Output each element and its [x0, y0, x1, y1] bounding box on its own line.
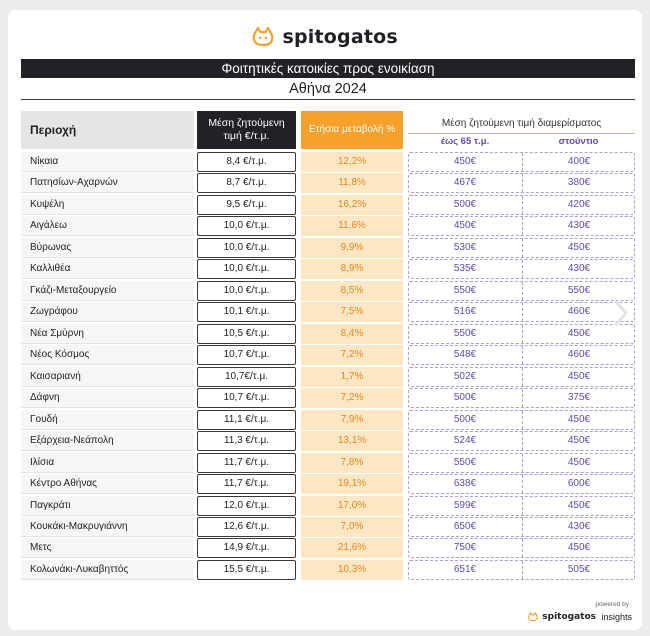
apt-65-cell: 548€ [453, 349, 477, 361]
table-row [8, 538, 642, 558]
apartment-cell [408, 410, 635, 430]
apt-65-cell: 550€ [453, 456, 477, 468]
apt-65-cell: 599€ [453, 499, 477, 511]
table-row [8, 216, 642, 236]
apartment-cell [408, 388, 635, 408]
change-cell: 17,0% [301, 496, 403, 516]
table-row [8, 195, 642, 215]
table-row [8, 517, 642, 537]
apt-studio-cell: 450€ [522, 454, 635, 472]
apartment-cell [408, 367, 635, 387]
area-cell: Ιλίσια [21, 453, 194, 473]
cat-icon [252, 27, 274, 47]
apt-studio-cell: 380€ [522, 174, 635, 192]
change-cell: 11,6% [301, 216, 403, 236]
price-cell: 11,3 €/τ.μ. [197, 431, 296, 451]
area-cell: Δάφνη [21, 388, 194, 408]
header-area: Περιοχή [21, 111, 194, 149]
apt-studio-cell: 450€ [522, 325, 635, 343]
apartment-cell [408, 152, 635, 172]
apt-65-cell: 516€ [453, 306, 477, 318]
page-subtitle: Αθήνα 2024 [21, 79, 635, 100]
price-cell: 10,7 €/τ.μ. [197, 388, 296, 408]
price-cell: 12,0 €/τ.μ. [197, 496, 296, 516]
apt-studio-cell: 450€ [522, 432, 635, 450]
apartment-cell [408, 238, 635, 258]
area-cell: Πατησίων-Αχαρνών [21, 173, 194, 193]
change-cell: 7,8% [301, 453, 403, 473]
apt-65-cell: 550€ [453, 327, 477, 339]
table-row [8, 453, 642, 473]
change-cell: 21,6% [301, 538, 403, 558]
change-cell: 19,1% [301, 474, 403, 494]
change-cell: 7,5% [301, 302, 403, 322]
page-title: Φοιτητικές κατοικίες προς ενοικίαση [21, 59, 635, 78]
apt-studio-cell: 450€ [522, 239, 635, 257]
apt-65-cell: 500€ [453, 392, 477, 404]
change-cell: 10,3% [301, 560, 403, 580]
area-cell: Κολωνάκι-Λυκαβηττός [21, 560, 194, 580]
apt-65-cell: 550€ [453, 284, 477, 296]
area-cell: Κέντρο Αθήνας [21, 474, 194, 494]
powered-by-label: powered by [595, 601, 629, 608]
apt-studio-cell: 550€ [522, 282, 635, 300]
table-row [8, 238, 642, 258]
price-cell: 12,6 €/τ.μ. [197, 517, 296, 537]
header-change: Ετήσια μεταβολή % [301, 111, 403, 149]
apartment-cell [408, 453, 635, 473]
apt-65-cell: 502€ [453, 370, 477, 382]
apt-studio-cell: 460€ [522, 346, 635, 364]
cat-icon [528, 612, 538, 622]
change-cell: 8,9% [301, 259, 403, 279]
table-row [8, 345, 642, 365]
table-row [8, 410, 642, 430]
price-cell: 15,5 €/τ.μ. [197, 560, 296, 580]
area-cell: Νίκαια [21, 152, 194, 172]
table-row [8, 431, 642, 451]
area-cell: Εξάρχεια-Νεάπολη [21, 431, 194, 451]
area-cell: Κυψέλη [21, 195, 194, 215]
change-cell: 12,2% [301, 152, 403, 172]
table-row [8, 388, 642, 408]
apt-studio-cell: 420€ [522, 196, 635, 214]
brand-name: spitogatos [282, 26, 398, 48]
price-cell: 8,4 €/τ.μ. [197, 152, 296, 172]
table-row [8, 173, 642, 193]
price-cell: 11,1 €/τ.μ. [197, 410, 296, 430]
change-cell: 1,7% [301, 367, 403, 387]
apartment-cell [408, 173, 635, 193]
price-cell: 8,7 €/τ.μ. [197, 173, 296, 193]
footer-logo [522, 608, 632, 622]
apt-65-cell: 450€ [453, 156, 477, 167]
price-cell: 10,0 €/τ.μ. [197, 259, 296, 279]
header-apartment: Μέση ζητούμενη τιμή διαμερίσματος [441, 118, 602, 129]
apt-studio-cell: 505€ [522, 561, 635, 579]
table-row [8, 560, 642, 580]
change-cell: 7,0% [301, 517, 403, 537]
change-cell: 11,8% [301, 173, 403, 193]
table-row [8, 259, 642, 279]
apt-studio-cell: 450€ [522, 411, 635, 429]
header-price-line1: Μέση ζητούμενη [208, 117, 285, 129]
header-apt-65: έως 65 τ.μ. [440, 136, 490, 147]
apt-65-cell: 651€ [453, 563, 477, 575]
table-row [8, 302, 642, 322]
area-cell: Νέα Σμύρνη [21, 324, 194, 344]
apt-studio-cell: 450€ [522, 497, 635, 515]
footer-brand: spitogatos [542, 611, 597, 622]
apt-65-cell: 750€ [453, 542, 477, 554]
change-cell: 8,4% [301, 324, 403, 344]
apartment-cell [408, 302, 635, 322]
apartment-cell [408, 259, 635, 279]
apt-studio-cell: 430€ [522, 518, 635, 536]
area-cell: Αιγάλεω [21, 216, 194, 236]
apartment-cell [408, 496, 635, 516]
apt-65-cell: 530€ [453, 241, 477, 253]
price-cell: 14,9 €/τ.μ. [197, 538, 296, 558]
apartment-cell [408, 431, 635, 451]
area-cell: Παγκράτι [21, 496, 194, 516]
brand-logo [8, 26, 642, 52]
apartment-cell [408, 281, 635, 301]
footer-sub: insights [601, 611, 632, 622]
apartment-cell [408, 474, 635, 494]
apartment-cell [408, 345, 635, 365]
apt-65-cell: 500€ [453, 198, 477, 210]
price-cell: 10,0 €/τ.μ. [197, 216, 296, 236]
price-cell: 10,5 €/τ.μ. [197, 324, 296, 344]
apt-65-cell: 450€ [453, 220, 477, 232]
apartment-cell [408, 560, 635, 580]
area-cell: Γουδή [21, 410, 194, 430]
area-cell: Κουκάκι-Μακρυγιάννη [21, 517, 194, 537]
apt-studio-cell: 430€ [522, 260, 635, 278]
price-cell: 9,5 €/τ.μ. [197, 195, 296, 215]
area-cell: Μετς [21, 538, 194, 558]
price-cell: 10,0 €/τ.μ. [197, 281, 296, 301]
table-row [8, 152, 642, 172]
area-cell: Καισαριανή [21, 367, 194, 387]
change-cell: 7,2% [301, 345, 403, 365]
change-cell: 16,2% [301, 195, 403, 215]
apartment-cell [408, 538, 635, 558]
table-row [8, 367, 642, 387]
apt-studio-cell: 400€ [522, 153, 635, 171]
apt-65-cell: 535€ [453, 263, 477, 275]
apt-65-cell: 524€ [453, 435, 477, 447]
header-price [197, 111, 296, 149]
change-cell: 13,1% [301, 431, 403, 451]
price-cell: 10,1 €/τ.μ. [197, 302, 296, 322]
apt-studio-cell: 430€ [522, 217, 635, 235]
apt-studio-cell: 450€ [522, 368, 635, 386]
change-cell: 8,5% [301, 281, 403, 301]
table-row [8, 474, 642, 494]
price-cell: 10,7 €/τ.μ. [197, 345, 296, 365]
area-cell: Νέος Κόσμος [21, 345, 194, 365]
price-cell: 11,7 €/τ.μ. [197, 453, 296, 473]
apt-studio-cell: 375€ [522, 389, 635, 407]
apartment-cell [408, 195, 635, 215]
change-cell: 7,9% [301, 410, 403, 430]
apt-65-cell: 650€ [453, 520, 477, 532]
apt-65-cell: 467€ [453, 177, 477, 189]
apt-studio-cell: 460€ [522, 303, 635, 321]
apt-studio-cell: 450€ [522, 539, 635, 557]
infographic-card [8, 10, 642, 630]
apartment-cell [408, 324, 635, 344]
price-cell: 11,7 €/τ.μ. [197, 474, 296, 494]
change-cell: 9,9% [301, 238, 403, 258]
apartment-cell [408, 517, 635, 537]
price-cell: 10,0 €/τ.μ. [197, 238, 296, 258]
chevron-right-icon[interactable] [610, 298, 632, 328]
header-apt-studio: στούντιο [558, 136, 599, 147]
apartment-cell [408, 216, 635, 236]
area-cell: Ζωγράφου [21, 302, 194, 322]
area-cell: Γκάζι-Μεταξουργείο [21, 281, 194, 301]
table-row [8, 324, 642, 344]
area-cell: Βύρωνας [21, 238, 194, 258]
area-cell: Καλλιθέα [21, 259, 194, 279]
apt-65-cell: 500€ [453, 413, 477, 425]
header-price-line2: τιμή €/τ.μ. [223, 130, 270, 142]
apt-studio-cell: 600€ [522, 475, 635, 493]
apt-65-cell: 638€ [453, 478, 477, 490]
table-row [8, 281, 642, 301]
table-row [8, 496, 642, 516]
change-cell: 7,2% [301, 388, 403, 408]
price-cell: 10,7€/τ.μ. [197, 367, 296, 387]
